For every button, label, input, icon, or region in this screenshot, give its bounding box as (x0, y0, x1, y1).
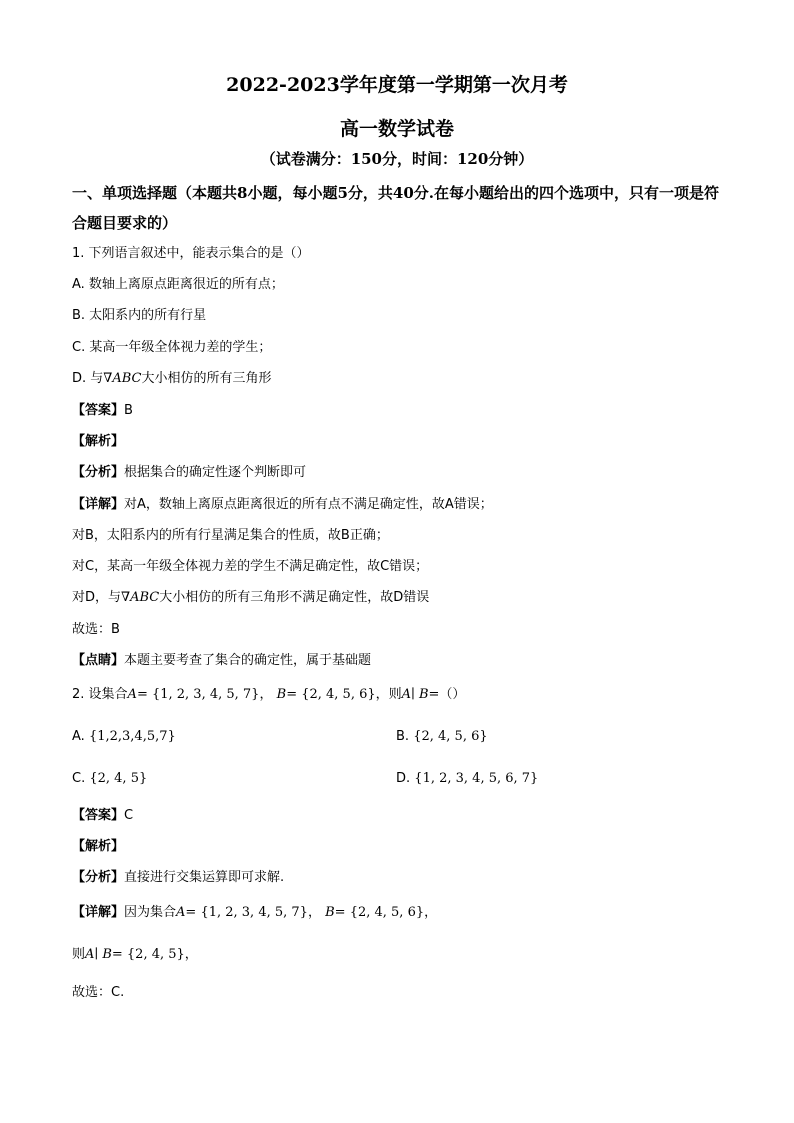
q2-analysis-tag: 【解析】 (72, 839, 125, 854)
fenxi-tag: 【分析】 (72, 465, 125, 480)
q2-option-b (396, 728, 488, 746)
fenxi-text: 直接进行交集运算即可求解. (124, 870, 285, 885)
q1-answer (72, 402, 133, 420)
fenxi-text: 根据集合的确定性逐个判断即可 (124, 465, 307, 480)
q2-answer (72, 807, 133, 825)
set-b-symbol: B (276, 687, 287, 702)
q1-analysis-tag: 【解析】 (72, 434, 125, 449)
q2-option-c (72, 770, 147, 788)
set-a-value: = {1, 2, 3, 4, 5, 7} (185, 905, 308, 920)
answer-value: B (124, 403, 133, 418)
q2-option-a (72, 728, 176, 746)
option-label: B. (396, 729, 410, 744)
exam-note: （试卷满分：150分，时间：120分钟） (260, 150, 534, 168)
intersection-expression: A∣ B (85, 947, 112, 962)
then-prefix: 则 (72, 947, 86, 962)
xiangjie-tag: 【详解】 (72, 497, 125, 512)
dianjing-text: 本题主要考查了集合的确定性，属于基础题 (124, 653, 372, 668)
q1-dianjing (72, 652, 371, 670)
exam-subtitle: 高一数学试卷 (339, 118, 454, 140)
fenxi-tag: 【分析】 (72, 870, 125, 885)
option-label: A. (72, 729, 85, 744)
set-a-value: = {1, 2, 3, 4, 5, 7} (136, 687, 260, 702)
answer-value: C (124, 808, 134, 823)
option-label: D. (396, 771, 411, 786)
q1-stem: 1. 下列语言叙述中，能表示集合的是（） (72, 246, 310, 261)
q1-option-d-prefix: D. 与 (72, 371, 104, 386)
set-a-symbol: A (127, 687, 137, 702)
section-heading: 一、单项选择题（本题共8小题，每小题5分，共40分.在每小题给出的四个选项中，只有一项是符合题目要求的） (72, 184, 719, 232)
intersection-expression: A∣ B (401, 687, 429, 702)
q1-line-c: 对C，某高一年级全体视力差的学生不满足确定性，故C错误； (72, 559, 429, 574)
q1-line-b: 对B，太阳系内的所有行星满足集合的性质，故B正确； (72, 528, 389, 543)
q1-xiangjie (72, 496, 493, 514)
option-value: {1,2,3,4,5,7} (88, 729, 176, 744)
xiangjie-prefix: 因为集合 (124, 905, 177, 920)
q1-option-d-suffix: 大小相仿的所有三角形 (141, 371, 272, 386)
q2-stem (72, 686, 465, 704)
answer-tag: 【答案】 (72, 808, 125, 823)
answer-tag: 【答案】 (72, 403, 125, 418)
q1-option-d (72, 370, 272, 388)
q2-fenxi (72, 869, 284, 887)
separator: ， (259, 687, 273, 702)
dianjing-tag: 【点睛】 (72, 653, 125, 668)
triangle-symbol: ∇ABC (103, 371, 142, 386)
option-value: {2, 4, 5, 6} (413, 729, 488, 744)
separator: ， (307, 905, 321, 920)
q2-stem-then: ，则 (375, 687, 402, 702)
q1-choose: 故选：B (72, 622, 120, 637)
option-label: C. (72, 771, 86, 786)
q2-stem-prefix: 2. 设集合 (72, 687, 128, 702)
option-value: {2, 4, 5} (89, 771, 148, 786)
q1-option-c: C. 某高一年级全体视力差的学生； (72, 340, 272, 355)
q1-line-d (72, 589, 429, 607)
q2-xiangjie (72, 904, 437, 922)
q2-choose: 故选：C. (72, 985, 125, 1000)
option-value: {1, 2, 3, 4, 5, 6, 7} (414, 771, 539, 786)
q1-option-b: B. 太阳系内的所有行星 (72, 308, 207, 323)
q1-fenxi (72, 464, 306, 482)
q1-line-d-suffix: 大小相仿的所有三角形不满足确定性，故D错误 (159, 590, 430, 605)
set-b-value: = {2, 4, 5, 6} (334, 905, 425, 920)
xiangjie-text: 对A，数轴上离原点距离很近的所有点不满足确定性，故A错误； (124, 497, 493, 512)
xiangjie-tag: 【详解】 (72, 905, 125, 920)
q1-option-a: A. 数轴上离原点距离很近的所有点； (72, 277, 284, 292)
intersection-value: = {2, 4, 5} (111, 947, 185, 962)
separator: ， (184, 947, 198, 962)
q2-stem-end: =（） (428, 687, 466, 702)
q2-option-d (396, 770, 538, 788)
set-a-symbol: A (176, 905, 186, 920)
separator: ， (424, 905, 438, 920)
set-b-value: = {2, 4, 5, 6} (286, 687, 376, 702)
exam-title: 2022-2023学年度第一学期第一次月考 (226, 74, 568, 96)
q2-then (72, 946, 198, 964)
set-b-symbol: B (325, 905, 335, 920)
q1-line-d-prefix: 对D，与 (72, 590, 122, 605)
triangle-symbol: ∇ABC (121, 590, 160, 605)
